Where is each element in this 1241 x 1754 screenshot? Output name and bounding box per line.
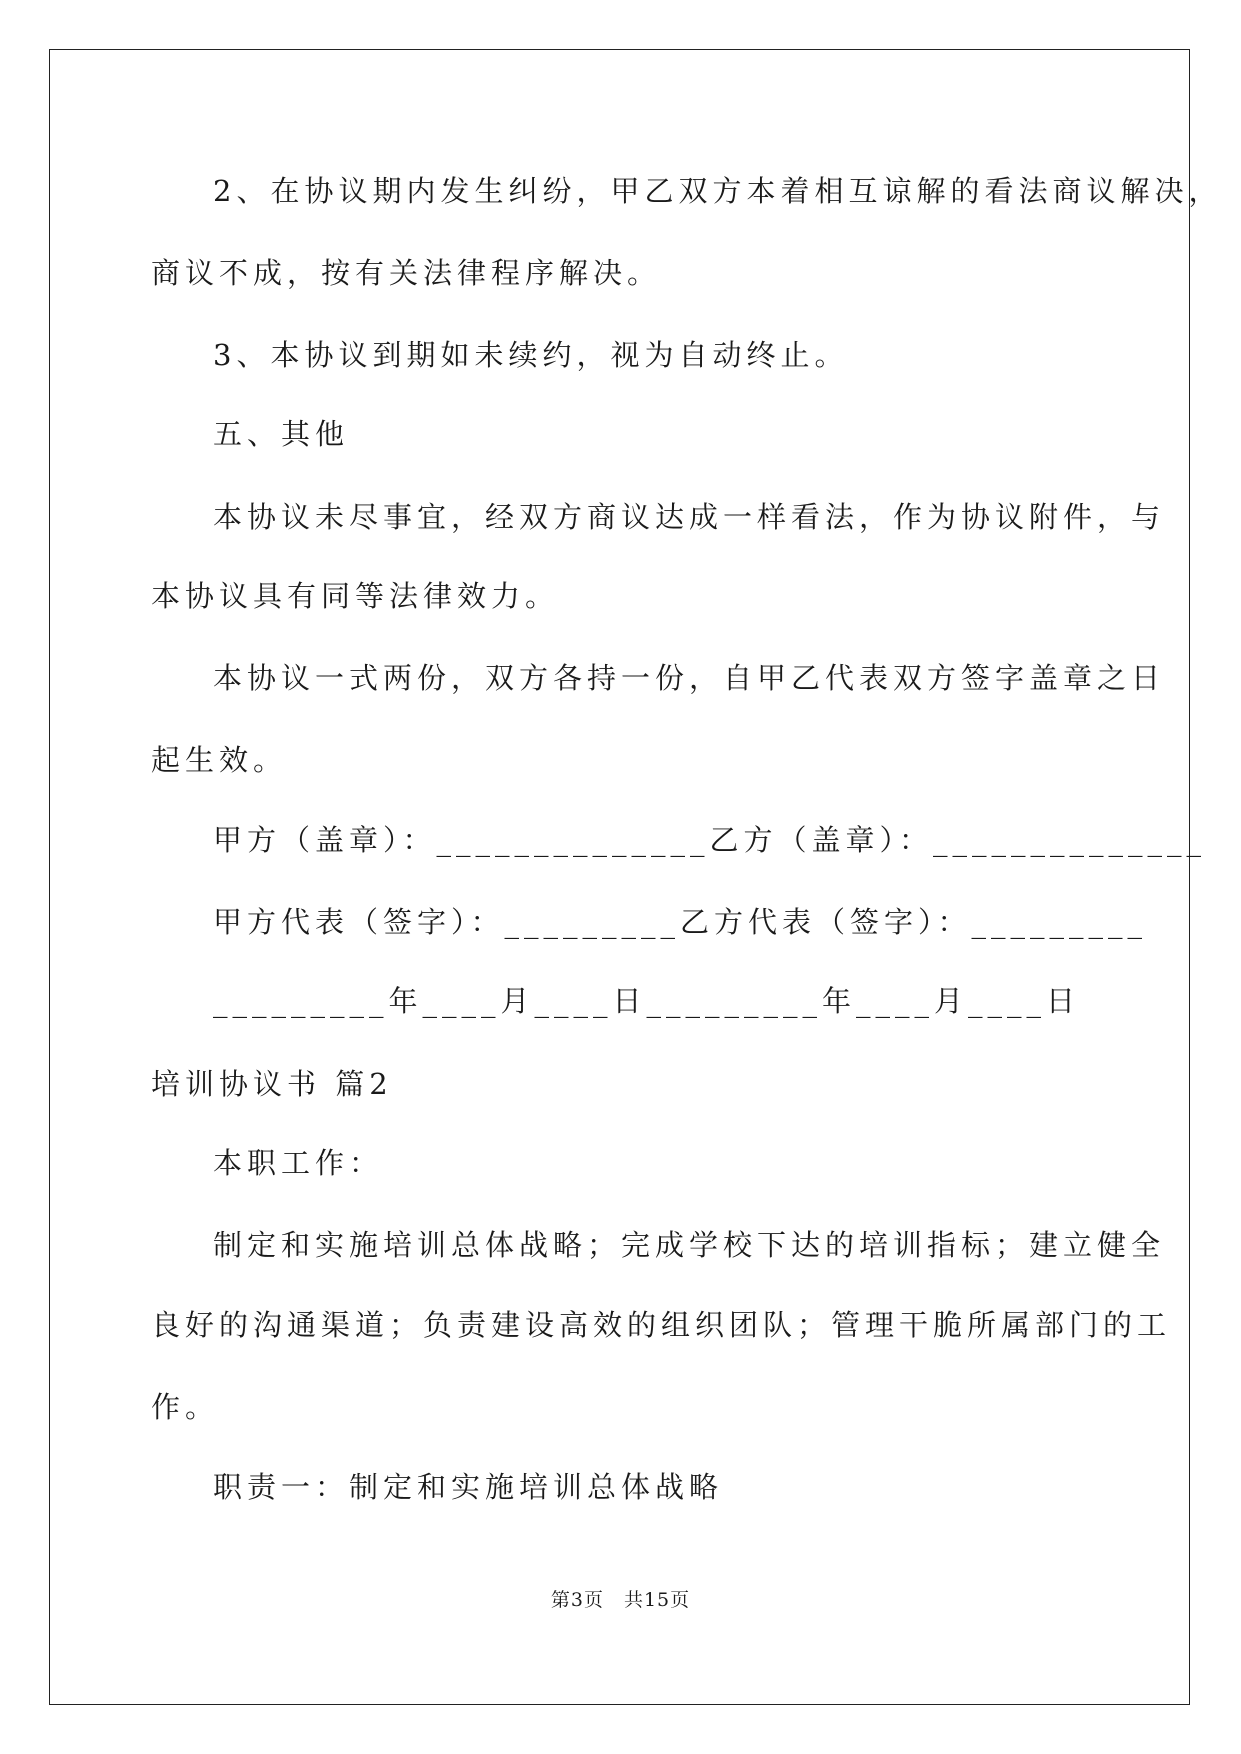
document-title: 培训协议书 篇2 [151, 1067, 393, 1101]
signature-rep-line: 甲方代表（签字）：_________乙方代表（签字）：_________ [213, 905, 1148, 939]
paragraph-line: 良好的沟通渠道；负责建设高效的组织团队；管理干脆所属部门的工 [151, 1308, 1172, 1342]
paragraph-line: 作。 [151, 1390, 220, 1424]
paragraph-line: 本协议具有同等法律效力。 [151, 579, 560, 613]
paragraph-line: 本协议未尽事宜，经双方商议达成一样看法，作为协议附件，与 [213, 500, 1166, 534]
section-heading: 五、其他 [213, 417, 350, 451]
paragraph-line: 起生效。 [151, 743, 288, 777]
signature-date-line: _________年____月____日_________年____月____日 [213, 984, 1081, 1018]
section-heading: 本职工作： [213, 1146, 384, 1180]
page-number-footer: 第3页 共15页 [550, 1589, 691, 1611]
paragraph-line: 商议不成，按有关法律程序解决。 [151, 256, 662, 290]
paragraph-line: 本协议一式两份，双方各持一份，自甲乙代表双方签字盖章之日 [213, 661, 1166, 695]
paragraph-line: 制定和实施培训总体战略；完成学校下达的培训指标；建立健全 [213, 1228, 1166, 1262]
signature-seal-line: 甲方（盖章）：______________乙方（盖章）：______________ [213, 823, 1207, 857]
page-border [49, 49, 1190, 1705]
paragraph-line: 2、在协议期内发生纠纷，甲乙双方本着相互谅解的看法商议解决， [213, 174, 1223, 208]
section-heading: 职责一：制定和实施培训总体战略 [213, 1470, 724, 1504]
paragraph-line: 3、本协议到期如未续约，视为自动终止。 [213, 338, 849, 372]
